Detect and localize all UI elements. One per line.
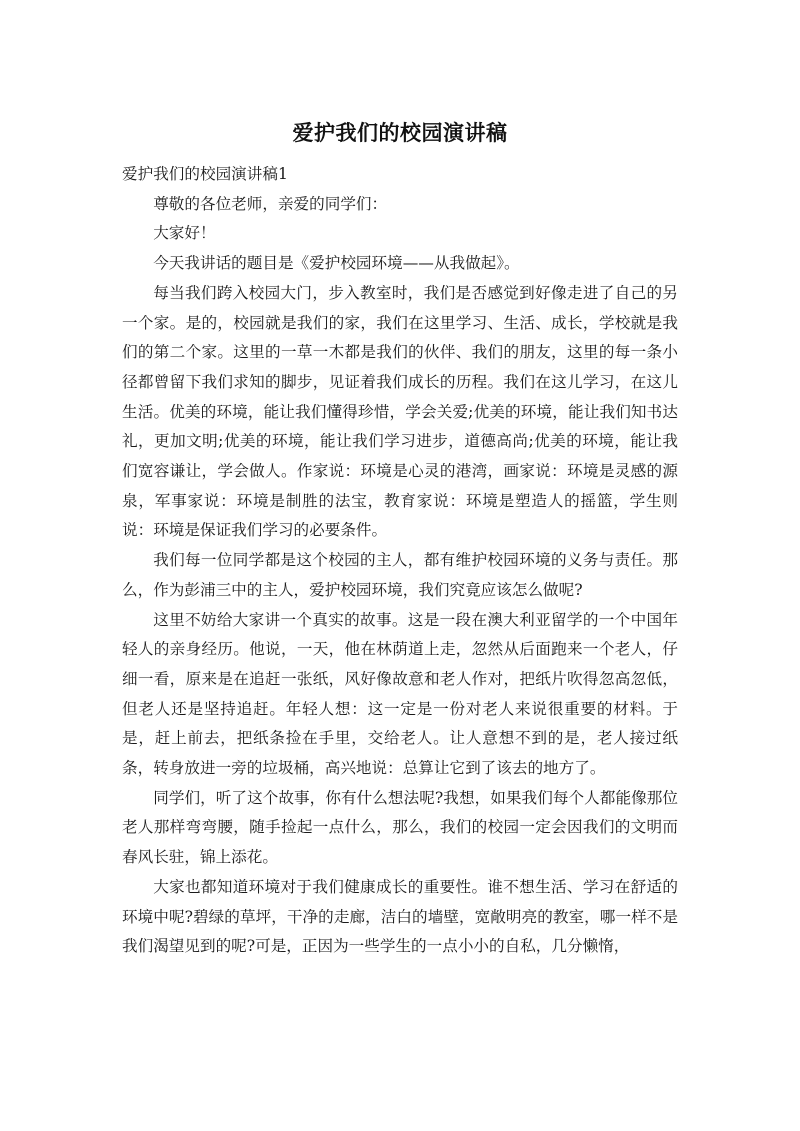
- paragraph-topic: 今天我讲话的题目是《爱护校园环境——从我做起》。: [153, 254, 520, 273]
- document-title: 爱护我们的校园演讲稿: [292, 121, 508, 145]
- paragraph-environment: 大家也都知道环境对于我们健康成长的重要性。谁不想生活、学习在舒适的环境中呢?碧绿的草坪，干净的走廊，洁白的墙壁，宽敞明亮的教室，哪一样不是我们渴望见到的呢?可是，正因为一些学生的一点小小的自私，几分懒惰，: [122, 877, 678, 956]
- paragraph-responsibility: 我们每一位同学都是这个校园的主人，都有维护校园环境的义务与责任。那么，作为彭浦三中的主人，爱护校园环境，我们究竟应该怎么做呢?: [122, 551, 678, 599]
- document-body: [122, 160, 678, 962]
- paragraph-story: 这里不妨给大家讲一个真实的故事。这是一段在澳大利亚留学的一个中国年轻人的亲身经历。他说，一天，他在林荫道上走，忽然从后面跑来一个老人，仔细一看，原来是在追赶一张纸，风好像故意和老人作对，把纸片吹得忽高忽低，但老人还是坚持追赶。年轻人想：这一定是一份对老人来说很重要的材料。于是，赶上前去，把纸条捡在手里，交给老人。让人意想不到的是，老人接过纸条，转身放进一旁的垃圾桶，高兴地说：总算让它到了该去的地方了。: [122, 610, 678, 778]
- paragraph-reflection: 同学们，听了这个故事，你有什么想法呢?我想，如果我们每个人都能像那位老人那样弯弯腰，随手捡起一点什么，那么，我们的校园一定会因我们的文明而春风长驻，锦上添花。: [122, 788, 678, 867]
- paragraph-campus-home: 每当我们跨入校园大门，步入教室时，我们是否感觉到好像走进了自己的另一个家。是的，校园就是我们的家，我们在这里学习、生活、成长，学校就是我们的第二个家。这里的一草一木都是我们的伙伴、我们的朋友，这里的每一条小径都曾留下我们求知的脚步，见证着我们成长的历程。我们在这儿学习，在这儿生活。优美的环境，能让我们懂得珍惜，学会关爱;优美的环境，能让我们知书达礼，更加文明;优美的环境，能让我们学习进步，道德高尚;优美的环境，能让我们宽容谦让，学会做人。作家说：环境是心灵的港湾，画家说：环境是灵感的源泉，军事家说：环境是制胜的法宝，教育家说：环境是塑造人的摇篮，学生则说：环境是保证我们学习的必要条件。: [122, 283, 678, 540]
- document-subtitle: 爱护我们的校园演讲稿1: [122, 165, 288, 183]
- paragraph-hello: 大家好！: [153, 224, 216, 243]
- paragraph-greeting: 尊敬的各位老师，亲爱的同学们：: [153, 194, 388, 213]
